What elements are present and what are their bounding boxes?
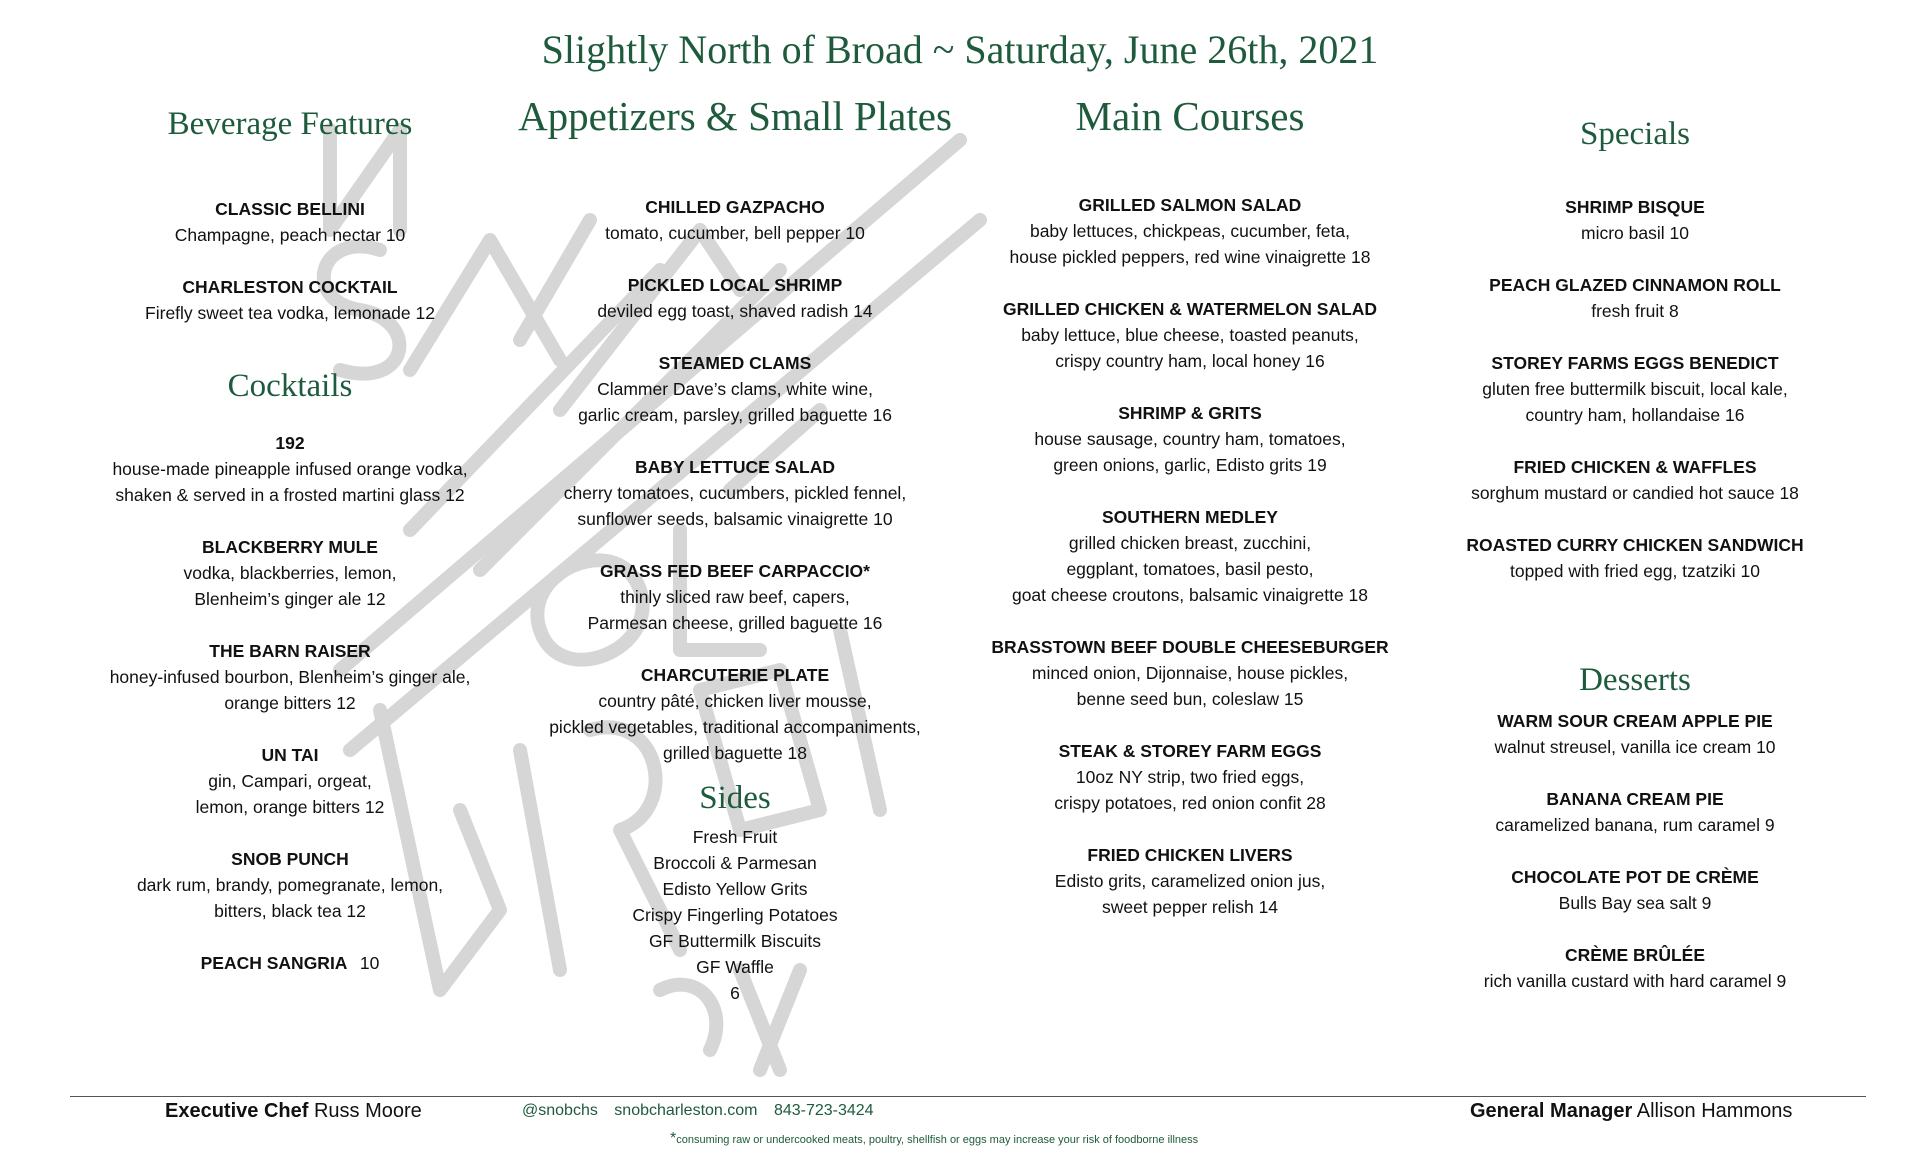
item-desc: honey-infused bourbon, Blenheim’s ginger ale, orange bitters 12 [109,667,471,713]
item-name: BLACKBERRY MULE [202,537,378,557]
item-name: ROASTED CURRY CHICKEN SANDWICH [1466,535,1804,555]
cocktail-item [80,950,500,976]
item-desc: Clammer Dave’s clams, white wine, garlic cream, parsley, grilled baguette 16 [578,379,892,425]
item-desc: walnut streusel, vanilla ice cream 10 [1494,737,1776,757]
item-name: FRIED CHICKEN LIVERS [1087,845,1293,865]
item-desc: minced onion, Dijonnaise, house pickles, benne seed bun, coleslaw 15 [1031,663,1349,709]
beverage-features-heading: Beverage Features [167,106,413,142]
footer-divider [70,1096,1866,1097]
item-desc: deviled egg toast, shaved radish 14 [597,301,873,321]
item-name: STEAMED CLAMS [658,353,812,373]
social-handle[interactable]: @snobchs [522,1102,598,1119]
item-desc: vodka, blackberries, lemon, Blenheim’s ginger ale 12 [183,563,397,609]
item-desc: micro basil 10 [1581,223,1689,243]
item-desc: dark rum, brandy, pomegranate, lemon, bitters, black tea 12 [136,875,444,921]
item-name: BANANA CREAM PIE [1546,789,1724,809]
main-item [975,504,1405,608]
dessert-item [1425,786,1845,838]
dessert-item [1425,708,1845,760]
special-item [1425,532,1845,584]
executive-chef [165,1100,422,1123]
item-name: GRASS FED BEEF CARPACCIO* [600,561,870,581]
side-item: Fresh Fruit [692,827,778,847]
item-desc: Champagne, peach nectar 10 [174,225,406,245]
appetizers-column [515,90,955,1006]
side-item: GF Waffle [696,957,774,977]
side-item: GF Buttermilk Biscuits [648,931,822,951]
item-desc: Edisto grits, caramelized onion jus, sweet pepper relish 14 [1054,871,1326,917]
item-name: WARM SOUR CREAM APPLE PIE [1497,711,1773,731]
main-courses-heading: Main Courses [1075,93,1305,139]
side-item: Broccoli & Parmesan [653,853,817,873]
item-name: CHILLED GAZPACHO [645,197,825,217]
item-name: STEAK & STOREY FARM EGGS [1058,741,1322,761]
item-name: SOUTHERN MEDLEY [1102,507,1278,527]
desserts-heading: Desserts [1579,662,1691,698]
special-item [1425,454,1845,506]
item-desc: tomato, cucumber, bell pepper 10 [605,223,865,243]
item-name: CHARLESTON COCKTAIL [182,277,398,297]
side-item: Crispy Fingerling Potatoes [632,905,838,925]
item-name: PICKLED LOCAL SHRIMP [627,275,843,295]
disclaimer-asterisk: * [670,1130,677,1147]
special-item [1425,272,1845,324]
cocktail-item [80,638,500,716]
item-desc: cherry tomatoes, cucumbers, pickled fennel, sunflower seeds, balsamic vinaigrette 10 [563,483,907,529]
main-item [975,192,1405,270]
general-manager [1470,1100,1792,1123]
item-desc: baby lettuce, blue cheese, toasted peanuts, crispy country ham, local honey 16 [1021,325,1359,371]
item-desc: gluten free buttermilk biscuit, local kale, country ham, hollandaise 16 [1482,379,1788,425]
phone-number[interactable]: 843-723-3424 [773,1102,874,1119]
chef-name: Russ Moore [313,1100,422,1122]
item-name: CHOCOLATE POT DE CRÈME [1511,867,1759,887]
appetizer-item [515,350,955,428]
cocktail-item [80,534,500,612]
item-desc: caramelized banana, rum caramel 9 [1495,815,1775,835]
item-desc: thinly sliced raw beef, capers, Parmesan cheese, grilled baguette 16 [587,587,883,633]
sides-list [515,824,955,1006]
item-name: FRIED CHICKEN & WAFFLES [1513,457,1757,477]
sides-price: 6 [730,983,740,1003]
beverage-item [80,196,500,248]
website-link[interactable]: snobcharleston.com [614,1102,758,1119]
item-name: GRILLED CHICKEN & WATERMELON SALAD [1003,299,1377,319]
cocktails-heading: Cocktails [227,368,353,404]
gm-label: General Manager [1470,1100,1633,1122]
item-name: BRASSTOWN BEEF DOUBLE CHEESEBURGER [991,637,1389,657]
special-item [1425,194,1845,246]
beverage-item [80,274,500,326]
item-desc: house-made pineapple infused orange vodka, shaken & served in a frosted martini glass 12 [112,459,468,505]
item-name: CRÈME BRÛLÉE [1564,945,1705,965]
item-name: GRILLED SALMON SALAD [1078,195,1302,215]
item-desc: country pâté, chicken liver mousse, pickled vegetables, traditional accompaniments, grilled baguette 18 [549,691,921,763]
main-item [975,296,1405,374]
item-desc: topped with fried egg, tzatziki 10 [1509,561,1760,581]
main-item [975,738,1405,816]
specials-column [1425,112,1845,1020]
cocktail-item [80,742,500,820]
gm-name: Allison Hammons [1636,1100,1793,1122]
item-name: SNOB PUNCH [231,849,349,869]
item-name: CHARCUTERIE PLATE [640,665,830,685]
menu-title: Slightly North of Broad ~ Saturday, June 26th, 2021 [541,27,1379,72]
item-price: 10 [359,953,380,973]
item-desc: grilled chicken breast, zucchini, eggplant, tomatoes, basil pesto, goat cheese croutons, balsamic vinaigrette 18 [1011,533,1369,605]
specials-heading: Specials [1580,116,1690,152]
item-name: PEACH GLAZED CINNAMON ROLL [1489,275,1781,295]
foodborne-disclaimer [670,1130,1198,1148]
item-name: 192 [275,433,305,453]
item-desc: Firefly sweet tea vodka, lemonade 12 [145,303,435,323]
main-item [975,842,1405,920]
item-name: STOREY FARMS EGGS BENEDICT [1491,353,1779,373]
cocktail-item [80,846,500,924]
side-item: Edisto Yellow Grits [662,879,808,899]
item-desc: 10oz NY strip, two fried eggs, crispy potatoes, red onion confit 28 [1054,767,1326,813]
dessert-item [1425,864,1845,916]
main-courses-column [975,90,1405,946]
item-name: SHRIMP & GRITS [1118,403,1262,423]
sides-heading: Sides [699,780,771,816]
contact-info [522,1102,886,1120]
cocktail-item [80,430,500,508]
appetizer-item [515,194,955,246]
beverages-column [80,102,500,1002]
dessert-item [1425,942,1845,994]
item-desc: fresh fruit 8 [1591,301,1679,321]
item-desc: baby lettuces, chickpeas, cucumber, feta, house pickled peppers, red wine vinaigrette 18 [1009,221,1371,267]
appetizers-heading: Appetizers & Small Plates [518,93,952,139]
main-item [975,400,1405,478]
item-name: BABY LETTUCE SALAD [635,457,835,477]
item-desc: Bulls Bay sea salt 9 [1558,893,1712,913]
main-item [975,634,1405,712]
item-desc: rich vanilla custard with hard caramel 9 [1483,971,1787,991]
item-name: UN TAI [261,745,319,765]
appetizer-item [515,662,955,766]
item-name: THE BARN RAISER [209,641,371,661]
item-desc: gin, Campari, orgeat, lemon, orange bitters 12 [195,771,385,817]
item-desc: house sausage, country ham, tomatoes, green onions, garlic, Edisto grits 19 [1034,429,1346,475]
special-item [1425,350,1845,428]
disclaimer-text: consuming raw or undercooked meats, poultry, shellfish or eggs may increase your risk of foodborne illness [676,1134,1199,1146]
item-name: SHRIMP BISQUE [1565,197,1705,217]
appetizer-item [515,558,955,636]
item-desc: sorghum mustard or candied hot sauce 18 [1471,483,1799,503]
appetizer-item [515,454,955,532]
item-name: CLASSIC BELLINI [215,199,365,219]
appetizer-item [515,272,955,324]
chef-label: Executive Chef [165,1100,309,1122]
item-name: PEACH SANGRIA [200,953,348,973]
